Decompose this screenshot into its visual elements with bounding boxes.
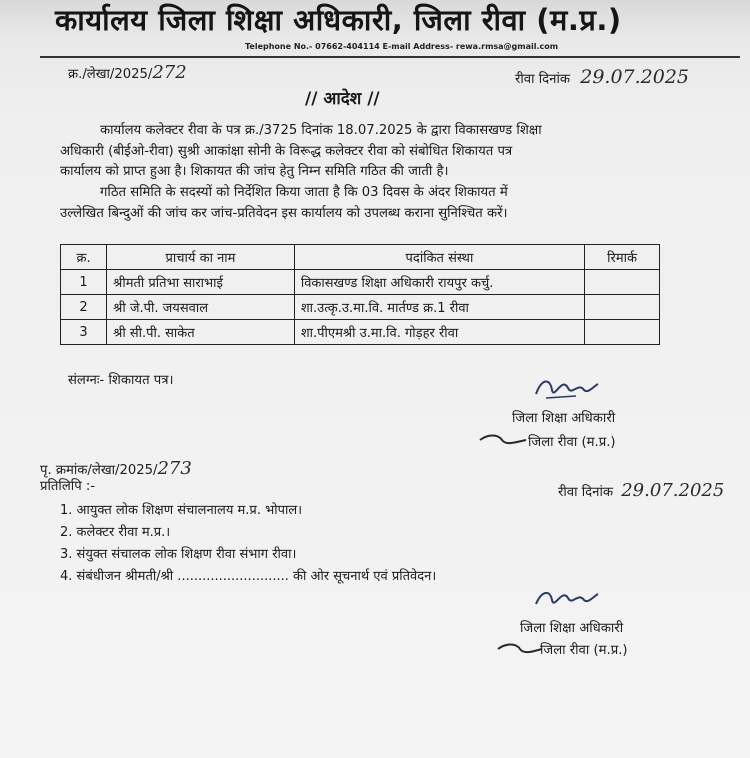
signatory-1-place: जिला रीवा (म.प्र.): [528, 435, 616, 450]
header-principal-name: प्राचार्य का नाम: [107, 245, 295, 270]
cell-institution: शा.उत्कृ.उ.मा.वि. मार्तण्ड क्र.1 रीवा: [294, 295, 584, 320]
list-item: 3. संयुक्त संचालक लोक शिक्षण रीवा संभाग रीवा।: [60, 547, 297, 562]
letter-date: [515, 66, 689, 91]
signatory-2-place: जिला रीवा (म.प्र.): [540, 643, 628, 658]
signature-mark-1: [532, 372, 602, 406]
cell-name: श्री जे.पी. जयसवाल: [107, 295, 295, 320]
order-paragraph-1: [60, 121, 700, 183]
list-item: 2. कलेक्टर रीवा म.प्र.।: [60, 525, 171, 540]
signatory-2-flourish: [496, 641, 544, 657]
cell-remark: [585, 295, 660, 320]
list-item: 4. संबंधीजन श्रीमती/श्री ........................... की ओर सूचनार्थ एवं प्रतिवेदन।: [60, 569, 437, 584]
copy-recipients-list: [60, 500, 436, 588]
ref-prefix: क्र./लेखा/2025/: [68, 67, 153, 82]
cell-institution: शा.पीएमश्री उ.मा.वि. गोड़हर रीवा: [294, 320, 584, 345]
cell-serial: 3: [61, 320, 107, 345]
cell-serial: 2: [61, 295, 107, 320]
cell-name: श्रीमती प्रतिभा साराभाई: [107, 270, 295, 295]
para1-line: कार्यालय को प्राप्त हुआ है। शिकायत की जांच हेतु निम्न समिति गठित की जाती है।: [60, 164, 449, 179]
date-value: 29.07.2025: [580, 66, 690, 88]
list-item: 1. आयुक्त लोक शिक्षण संचालनालय म.प्र. भोपाल।: [60, 503, 303, 518]
table-header-row: [61, 245, 660, 270]
ref-number: 272: [152, 62, 187, 83]
table-row: [61, 270, 660, 295]
para2-line: उल्लेखित बिन्दुओं की जांच कर जांच-प्रतिवेदन इस कार्यालय को उपलब्ध कराना सुनिश्चित करें।: [60, 205, 508, 221]
copy-date-label: रीवा दिनांक: [558, 485, 614, 500]
header-institution: पदांकित संस्था: [294, 245, 584, 270]
copy-label: प्रतिलिपि :-: [40, 479, 96, 494]
para2-line: गठित समिति के सदस्यों को निर्देशित किया जाता है कि 03 दिवस के अंदर शिकायत में: [100, 185, 508, 200]
signatory-1-flourish: [478, 432, 528, 448]
para1-line: कार्यालय कलेक्टर रीवा के पत्र क्र./3725 दिनांक 18.07.2025 के द्वारा विकासखण्ड शिक्षा: [100, 123, 542, 138]
letter-reference: [68, 62, 187, 86]
signature-mark-2: [532, 584, 602, 614]
copy-date-value: 29.07.2025: [621, 480, 725, 501]
order-heading: // आदेश //: [305, 89, 380, 109]
copy-date: [558, 480, 724, 504]
copy-ref-prefix: पृ. क्रमांक/लेखा/2025/: [40, 463, 158, 478]
cell-serial: 1: [61, 270, 107, 295]
date-label: रीवा दिनांक: [515, 72, 571, 87]
table-row: [61, 295, 660, 320]
signatory-1-designation: जिला शिक्षा अधिकारी: [512, 411, 616, 426]
header-divider: [40, 56, 740, 58]
order-paragraph-2: [60, 183, 700, 224]
signatory-2-designation: जिला शिक्षा अधिकारी: [520, 621, 624, 636]
table-row: [61, 320, 660, 345]
cell-institution: विकासखण्ड शिक्षा अधिकारी रायपुर कर्चु.: [294, 270, 584, 295]
copy-ref-number: 273: [157, 458, 192, 479]
committee-table: [60, 244, 660, 345]
header-serial: क्र.: [61, 245, 107, 270]
cell-name: श्री सी.पी. साकेत: [107, 320, 295, 345]
office-title: कार्यालय जिला शिक्षा अधिकारी, जिला रीवा (म.प्र.): [55, 3, 622, 37]
header-remark: रिमार्क: [585, 245, 660, 270]
para1-line: अधिकारी (बीईओ-रीवा) सुश्री आकांक्षा सोनी के विरूद्ध कलेक्टर रीवा को संबोधित शिकायत पत्र: [60, 143, 513, 159]
cell-remark: [585, 320, 660, 345]
cell-remark: [585, 270, 660, 295]
enclosure-note: संलग्नः- शिकायत पत्र।: [68, 373, 174, 388]
contact-line: Telephone No.- 07662-404114 E-mail Address- rewa.rmsa@gmail.com: [245, 42, 559, 51]
